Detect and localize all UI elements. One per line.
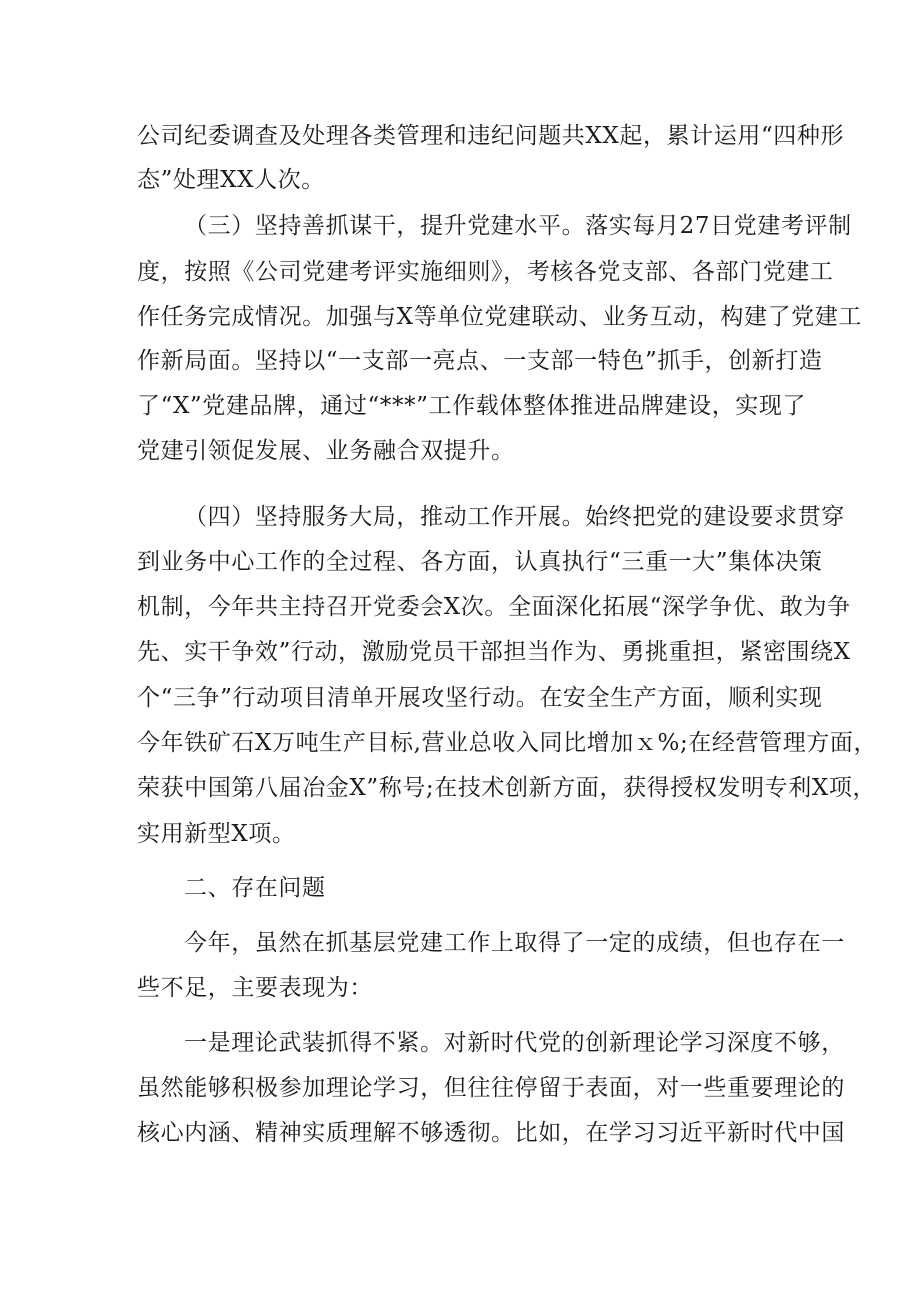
paragraph-line: 公司纪委调查及处理各类管理和违纪问题共XX起，累计运用“四种形 — [137, 123, 845, 149]
paragraph-line: 态”处理XX人次。 — [137, 167, 325, 193]
paragraph-line: 了“X”党建品牌，通过“***”工作载体整体推进品牌建设，实现了 — [137, 393, 807, 419]
paragraph-line: 党建引领促发展、业务融合双提升。 — [137, 438, 515, 464]
section-title: 二、存在问题 — [184, 875, 326, 901]
paragraph-line: 今年，虽然在抓基层党建工作上取得了一定的成绩，但也存在一 — [184, 930, 845, 956]
paragraph-line: 些不足，主要表现为： — [137, 975, 373, 1001]
paragraph-line: 虽然能够积极参加理论学习，但往往停留于表面，对一些重要理论的 — [137, 1075, 845, 1101]
paragraph-line: 作新局面。坚持以“一支部一亮点、一支部一特色”抓手，创新打造 — [137, 348, 823, 374]
paragraph-line: 先、实干争效”行动，激励党员干部担当作为、勇挑重担，紧密围绕X — [137, 639, 851, 665]
paragraph-line: 到业务中心工作的全过程、各方面，认真执行“三重一大”集体决策 — [137, 549, 823, 575]
paragraph-line: 作任务完成情况。加强与X等单位党建联动、业务互动，构建了党建工 — [137, 304, 862, 330]
paragraph-line: 荣获中国第八届冶金X”称号;在技术创新方面，获得授权发明专利X项， — [137, 775, 877, 801]
paragraph-line: 今年铁矿石X万吨生产目标,营业总收入同比增加ｘ%;在经营管理方面， — [137, 730, 878, 756]
paragraph-line: 实用新型X项。 — [137, 821, 296, 847]
paragraph-line: 核心内涵、精神实质理解不够透彻。比如，在学习习近平新时代中国 — [137, 1120, 845, 1146]
paragraph-line: 机制，今年共主持召开党委会X次。全面深化拓展“深学争优、敢为争 — [137, 594, 851, 620]
paragraph-line: 一是理论武装抓得不紧。对新时代党的创新理论学习深度不够， — [184, 1030, 845, 1056]
section-heading-line: （四）坚持服务大局，推动工作开展。始终把党的建设要求贯穿 — [184, 504, 845, 530]
section-heading-line: （三）坚持善抓谋干，提升党建水平。落实每月27日党建考评制 — [184, 213, 852, 239]
paragraph-line: 个“三争”行动项目清单开展攻坚行动。在安全生产方面，顺利实现 — [137, 685, 823, 711]
paragraph-line: 度，按照《公司党建考评实施细则》，考核各党支部、各部门党建工 — [137, 259, 834, 285]
